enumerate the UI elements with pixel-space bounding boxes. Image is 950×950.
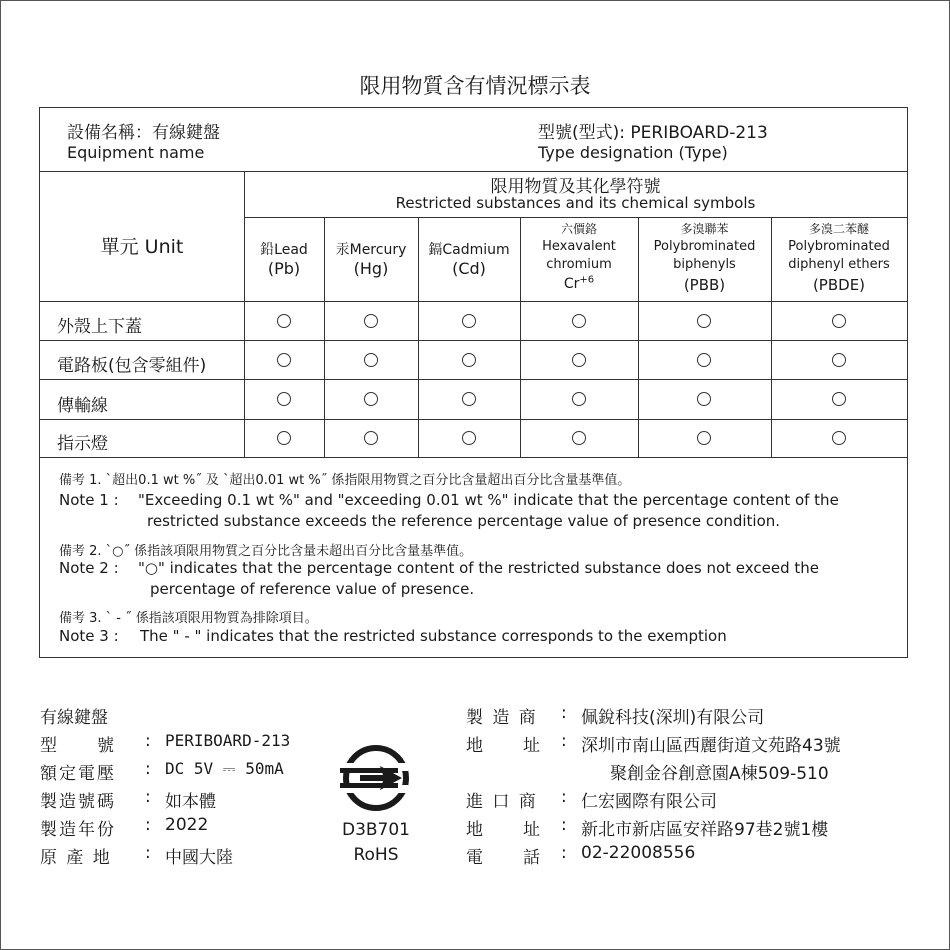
compliance-circle	[364, 353, 378, 367]
compliance-circle	[832, 431, 846, 445]
type-designation-en: Type designation (Type)	[538, 143, 728, 162]
substance-chromium-line3: chromium	[546, 257, 612, 272]
substance-cadmium-name: 鎘Cadmium	[428, 242, 510, 258]
compliance-circle	[462, 431, 476, 445]
compliance-circle	[572, 431, 586, 445]
divider	[40, 419, 907, 420]
substance-pbde-line2: Polybrominated	[788, 239, 890, 254]
substance-cadmium-symbol: (Cd)	[452, 259, 486, 278]
field-colon: :	[145, 787, 151, 807]
compliance-circle	[697, 392, 711, 406]
product-heading: 有線鍵盤	[40, 708, 108, 728]
company-field-value: 聚創金谷創意園A棟509-510	[610, 764, 829, 784]
product-field-value: DC 5V ⎓ 50mA	[165, 759, 284, 778]
compliance-circle	[697, 314, 711, 328]
substance-pbde-symbol: (PBDE)	[812, 276, 866, 294]
compliance-circle	[364, 392, 378, 406]
divider	[40, 379, 907, 380]
note-2-zh: 備考 2. ˋ○˝ 係指該項限用物質之百分比含量未超出百分比含量基準值。	[59, 544, 473, 559]
type-designation-zh: 型號(型式): PERIBOARD-213	[538, 123, 768, 143]
compliance-circle	[364, 431, 378, 445]
row-unit-label: 外殼上下蓋	[57, 317, 142, 337]
field-colon: :	[561, 815, 567, 835]
divider	[40, 340, 907, 341]
product-field-value: 中國大陸	[165, 848, 233, 868]
compliance-circle	[572, 353, 586, 367]
equipment-name-en: Equipment name	[67, 143, 205, 162]
note-2-text-2: percentage of reference value of presence.	[150, 580, 475, 598]
product-field-label: 製造年份	[40, 820, 116, 840]
product-field-label: 製造號碼	[40, 792, 116, 812]
substance-chromium-line2: Hexavalent	[542, 239, 616, 254]
substance-mercury-symbol: (Hg)	[353, 259, 389, 278]
note-2-label: Note 2 :	[59, 559, 119, 577]
chromium-symbol-charge: +6	[579, 274, 595, 285]
substance-pbb-zh: 多溴聯苯	[680, 222, 729, 236]
divider	[40, 457, 907, 458]
product-field-value: PERIBOARD-213	[165, 731, 291, 750]
divider	[244, 217, 907, 218]
field-colon: :	[561, 843, 567, 863]
company-field-label: 地 址	[466, 736, 542, 756]
note-3-text: The " - " indicates that the restricted substance corresponds to the exemption	[140, 627, 727, 645]
compliance-circle	[277, 431, 291, 445]
company-field-value: 02-22008556	[581, 843, 696, 863]
field-colon: :	[561, 731, 567, 751]
company-field-value: 深圳市南山區西麗街道文苑路43號	[581, 736, 841, 756]
compliance-circle	[462, 314, 476, 328]
compliance-circle	[832, 353, 846, 367]
compliance-circle	[462, 353, 476, 367]
substance-mercury-name: 汞Mercury	[335, 242, 407, 258]
unit-header: 單元 Unit	[100, 236, 184, 258]
company-field-value: 新北市新店區安祥路97巷2號1樓	[581, 820, 829, 840]
company-field-value: 仁宏國際有限公司	[581, 792, 717, 812]
bsmi-mark	[336, 738, 416, 818]
company-field-label: 電 話	[466, 848, 542, 868]
compliance-circle	[462, 392, 476, 406]
company-field-value: 佩銳科技(深圳)有限公司	[581, 708, 765, 728]
note-1-zh: 備考 1. ˋ超出0.1 wt %˝ 及 ˋ超出0.01 wt %˝ 係指限用物質之百分比含量超出百分比含量基準值。	[59, 473, 631, 488]
field-colon: :	[145, 759, 151, 779]
divider	[244, 171, 245, 457]
substance-pbde-zh: 多溴二苯醚	[808, 222, 869, 236]
compliance-circle	[572, 392, 586, 406]
field-colon: :	[145, 815, 151, 835]
substance-pbb-symbol: (PBB)	[683, 276, 726, 294]
row-unit-label: 指示燈	[57, 434, 108, 454]
substance-chromium-zh: 六價鉻	[560, 222, 597, 236]
substance-pbde-line3: diphenyl ethers	[788, 257, 890, 272]
substance-pbb-line3: biphenyls	[673, 257, 736, 272]
row-unit-label: 傳輸線	[57, 396, 108, 416]
rohs-label: RoHS	[353, 845, 399, 865]
note-1-text-2: restricted substance exceeds the reference percentage value of presence condition.	[147, 512, 781, 530]
compliance-circle	[572, 314, 586, 328]
field-colon: :	[561, 703, 567, 723]
product-field-label: 額定電壓	[40, 764, 116, 784]
note-1-label: Note 1 :	[59, 491, 119, 509]
divider	[40, 301, 907, 302]
substance-chromium-symbol	[520, 274, 638, 292]
compliance-circle	[697, 431, 711, 445]
field-colon: :	[145, 731, 151, 751]
substances-header-zh: 限用物質及其化學符號	[490, 177, 661, 197]
compliance-circle	[832, 314, 846, 328]
product-field-label: 型 號	[40, 736, 116, 756]
compliance-circle	[277, 392, 291, 406]
compliance-circle	[364, 314, 378, 328]
note-1-text: "Exceeding 0.1 wt %" and "exceeding 0.01 wt %" indicate that the percentage content of the	[138, 491, 839, 509]
substance-pbb-line2: Polybrominated	[653, 239, 756, 254]
bsmi-logo-icon	[336, 738, 416, 818]
bsmi-code: D3B701	[341, 820, 411, 840]
compliance-circle	[697, 353, 711, 367]
chromium-symbol-base: Cr	[563, 275, 580, 292]
substance-lead-symbol: (Pb)	[267, 259, 301, 278]
note-2-text: "○" indicates that the percentage content of the restricted substance does not exceed the	[138, 559, 819, 577]
page-title: 限用物質含有情況標示表	[359, 74, 591, 98]
note-3-label: Note 3 :	[59, 627, 119, 645]
company-field-label: 進 口 商	[466, 792, 538, 812]
row-unit-label: 電路板(包含零組件)	[57, 356, 207, 376]
product-field-value: 2022	[165, 815, 209, 835]
substance-table	[39, 107, 908, 658]
note-3-zh: 備考 3. ˋ - ˝ 係指該項限用物質為排除項目。	[59, 611, 318, 626]
compliance-circle	[832, 392, 846, 406]
equipment-name-zh: 設備名稱：有線鍵盤	[67, 123, 220, 143]
substances-header-en: Restricted substances and its chemical symbols	[395, 194, 756, 212]
compliance-circle	[277, 314, 291, 328]
substance-lead-name: 鉛Lead	[260, 242, 308, 258]
product-field-value: 如本體	[165, 792, 216, 812]
company-field-label: 地 址	[466, 820, 542, 840]
product-field-label: 原 產 地	[40, 848, 112, 868]
field-colon: :	[561, 787, 567, 807]
company-field-label: 製 造 商	[466, 708, 538, 728]
compliance-circle	[277, 353, 291, 367]
field-colon: :	[145, 843, 151, 863]
